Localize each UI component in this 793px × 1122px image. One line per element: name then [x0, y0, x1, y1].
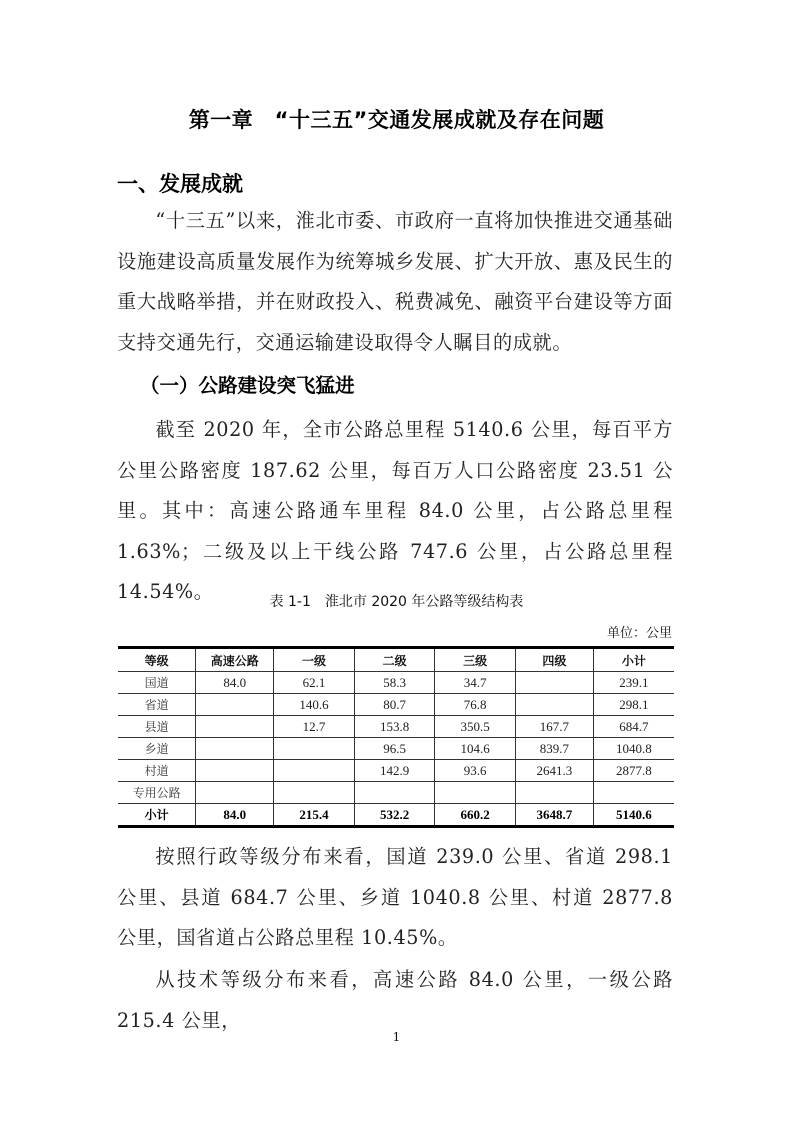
- table-cell: 350.5: [435, 716, 516, 738]
- section-title: 一、发展成就: [117, 172, 243, 196]
- table-cell: 1040.8: [593, 738, 674, 760]
- table-cell: [593, 782, 674, 804]
- row-label: 省道: [118, 694, 196, 716]
- table-cell: 2641.3: [515, 760, 593, 782]
- table-cell: 140.6: [274, 694, 355, 716]
- subsection-title: （一）公路建设突飞猛进: [140, 374, 355, 397]
- table-unit: 单位：公里: [606, 626, 672, 641]
- table-cell: 298.1: [593, 694, 674, 716]
- total-cell: 660.2: [435, 804, 516, 827]
- table-cell: [274, 738, 355, 760]
- tech-grade-paragraph: 从技术等级分布来看，高速公路 84.0 公里，一级公路 215.4 公里，: [117, 968, 673, 1032]
- intro-paragraph: “十三五”以来，淮北市委、市政府一直将加快推进交通基础设施建设高质量发展作为统筹城乡发展、扩大开放、惠及民生的重大战略举措，并在财政投入、税费减免、融资平台建设等方面支持交通先行，交通运输建设取得令人瞩目的成就。: [117, 209, 673, 354]
- highway-stats-paragraph: 截至 2020 年，全市公路总里程 5140.6 公里，每百平方公里公路密度 187.62 公里，每百万人口公路密度 23.51 公里。其中：高速公路通车里程 84.0 公里，占公路总里程 1.63%；二级及以上干线公路 747.6 公里，占公路总里程 14.54%。: [117, 418, 673, 603]
- table-cell: [196, 760, 274, 782]
- table-cell: 839.7: [515, 738, 593, 760]
- table-cell: [274, 782, 355, 804]
- header-subtotal: 小计: [593, 648, 674, 672]
- total-cell: 5140.6: [593, 804, 674, 827]
- total-cell: 84.0: [196, 804, 274, 827]
- table-cell: 239.1: [593, 672, 674, 694]
- table-cell: [196, 738, 274, 760]
- table-row: [118, 716, 674, 738]
- total-cell: 215.4: [274, 804, 355, 827]
- table-cell: [196, 782, 274, 804]
- table-row: [118, 738, 674, 760]
- table-header-row: [118, 648, 674, 672]
- table-cell: 2877.8: [593, 760, 674, 782]
- header-class-3: 三级: [435, 648, 516, 672]
- table-row: [118, 694, 674, 716]
- header-grade: 等级: [118, 648, 196, 672]
- table-cell: [354, 782, 435, 804]
- header-expressway: 高速公路: [196, 648, 274, 672]
- row-label: 县道: [118, 716, 196, 738]
- table-cell: [515, 782, 593, 804]
- table-cell: [435, 782, 516, 804]
- header-class-4: 四级: [515, 648, 593, 672]
- table-cell: [515, 672, 593, 694]
- table-total-row: [118, 804, 674, 827]
- total-cell: 532.2: [354, 804, 435, 827]
- header-class-2: 二级: [354, 648, 435, 672]
- table-cell: 142.9: [354, 760, 435, 782]
- table-caption: 表 1-1 淮北市 2020 年公路等级结构表: [269, 594, 524, 610]
- total-label: 小计: [118, 804, 196, 827]
- row-label: 专用公路: [118, 782, 196, 804]
- total-cell: 3648.7: [515, 804, 593, 827]
- table-cell: 76.8: [435, 694, 516, 716]
- table-cell: 93.6: [435, 760, 516, 782]
- table-cell: 153.8: [354, 716, 435, 738]
- table-cell: 34.7: [435, 672, 516, 694]
- header-class-1: 一级: [274, 648, 355, 672]
- admin-grade-paragraph: 按照行政等级分布来看，国道 239.0 公里、省道 298.1 公里、县道 684.7 公里、乡道 1040.8 公里、村道 2877.8 公里，国省道占公路总里程 10.45%。: [117, 845, 673, 949]
- table-cell: 684.7: [593, 716, 674, 738]
- table-row: [118, 782, 674, 804]
- table-cell: 96.5: [354, 738, 435, 760]
- table-cell: 84.0: [196, 672, 274, 694]
- chapter-title: 第一章 “十三五”交通发展成就及存在问题: [188, 108, 605, 132]
- page-number: 1: [392, 1030, 401, 1044]
- table-cell: 167.7: [515, 716, 593, 738]
- table-cell: [196, 716, 274, 738]
- table-cell: [196, 694, 274, 716]
- table-cell: 12.7: [274, 716, 355, 738]
- table-row: [118, 760, 674, 782]
- row-label: 村道: [118, 760, 196, 782]
- row-label: 乡道: [118, 738, 196, 760]
- table-cell: [515, 694, 593, 716]
- table-cell: 80.7: [354, 694, 435, 716]
- table-cell: 58.3: [354, 672, 435, 694]
- table-cell: 62.1: [274, 672, 355, 694]
- table-cell: [274, 760, 355, 782]
- table-cell: 104.6: [435, 738, 516, 760]
- road-grade-table: [118, 646, 674, 828]
- table-row: [118, 672, 674, 694]
- row-label: 国道: [118, 672, 196, 694]
